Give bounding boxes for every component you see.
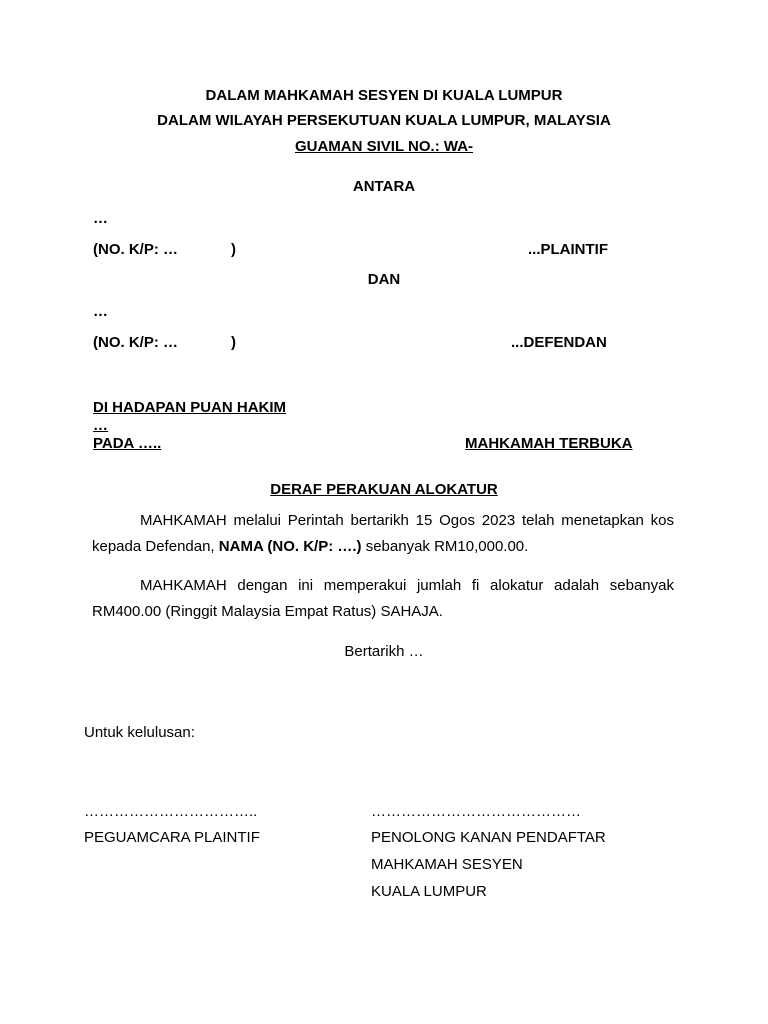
right-signature-title-1: PENOLONG KANAN PENDAFTAR bbox=[371, 829, 606, 846]
open-court-label: MAHKAMAH TERBUKA bbox=[465, 435, 633, 452]
left-signature-title: PEGUAMCARA PLAINTIF bbox=[84, 829, 260, 846]
court-heading: DALAM MAHKAMAH SESYEN DI KUALA LUMPUR bbox=[205, 87, 563, 104]
antara-label: ANTARA bbox=[352, 178, 416, 195]
para1-text-b: sebanyak RM10,000.00. bbox=[361, 538, 529, 555]
right-signature-title-2: MAHKAMAH SESYEN bbox=[371, 856, 523, 873]
plaintiff-ic-close: ) bbox=[231, 241, 236, 258]
court-subheading: DALAM WILAYAH PERSEKUTUAN KUALA LUMPUR, MALAYSIA bbox=[157, 112, 611, 129]
right-signature-line: …………………………………… bbox=[371, 803, 581, 820]
plaintiff-name: … bbox=[93, 210, 108, 227]
defendant-ic: (NO. K/P: … bbox=[93, 334, 178, 351]
defendant-ic-close: ) bbox=[231, 334, 236, 351]
paragraph-allocatur: MAHKAMAH dengan ini memperakui jumlah fi alokatur adalah sebanyak RM400.00 (Ringgit Malaysia Empat Ratus) SAHAJA. bbox=[92, 577, 674, 620]
document-title: DERAF PERAKUAN ALOKATUR bbox=[270, 481, 498, 498]
defendant-name-bold: NAMA (NO. K/P: ….) bbox=[218, 538, 362, 555]
judge-name: … bbox=[93, 417, 108, 434]
left-signature-line: …………………………….. bbox=[84, 803, 258, 820]
defendant-role: ...DEFENDAN bbox=[511, 334, 607, 351]
plaintiff-ic: (NO. K/P: … bbox=[93, 241, 178, 258]
dan-label: DAN bbox=[367, 271, 401, 288]
right-signature-title-3: KUALA LUMPUR bbox=[371, 883, 487, 900]
dated-line: Bertarikh … bbox=[344, 643, 424, 660]
case-number: GUAMAN SIVIL NO.: WA- bbox=[294, 138, 474, 155]
defendant-name: … bbox=[93, 303, 108, 320]
hearing-date: PADA ….. bbox=[93, 435, 162, 452]
para1-text-a: MAHKAMAH melalui Perintah bertarikh 15 Ogos 2023 telah menetapkan kos kepada Defendan, bbox=[92, 512, 674, 555]
approval-label: Untuk kelulusan: bbox=[84, 724, 195, 741]
paragraph-costs bbox=[92, 508, 674, 560]
plaintiff-role: ...PLAINTIF bbox=[528, 241, 608, 258]
judge-line: DI HADAPAN PUAN HAKIM bbox=[93, 399, 287, 416]
